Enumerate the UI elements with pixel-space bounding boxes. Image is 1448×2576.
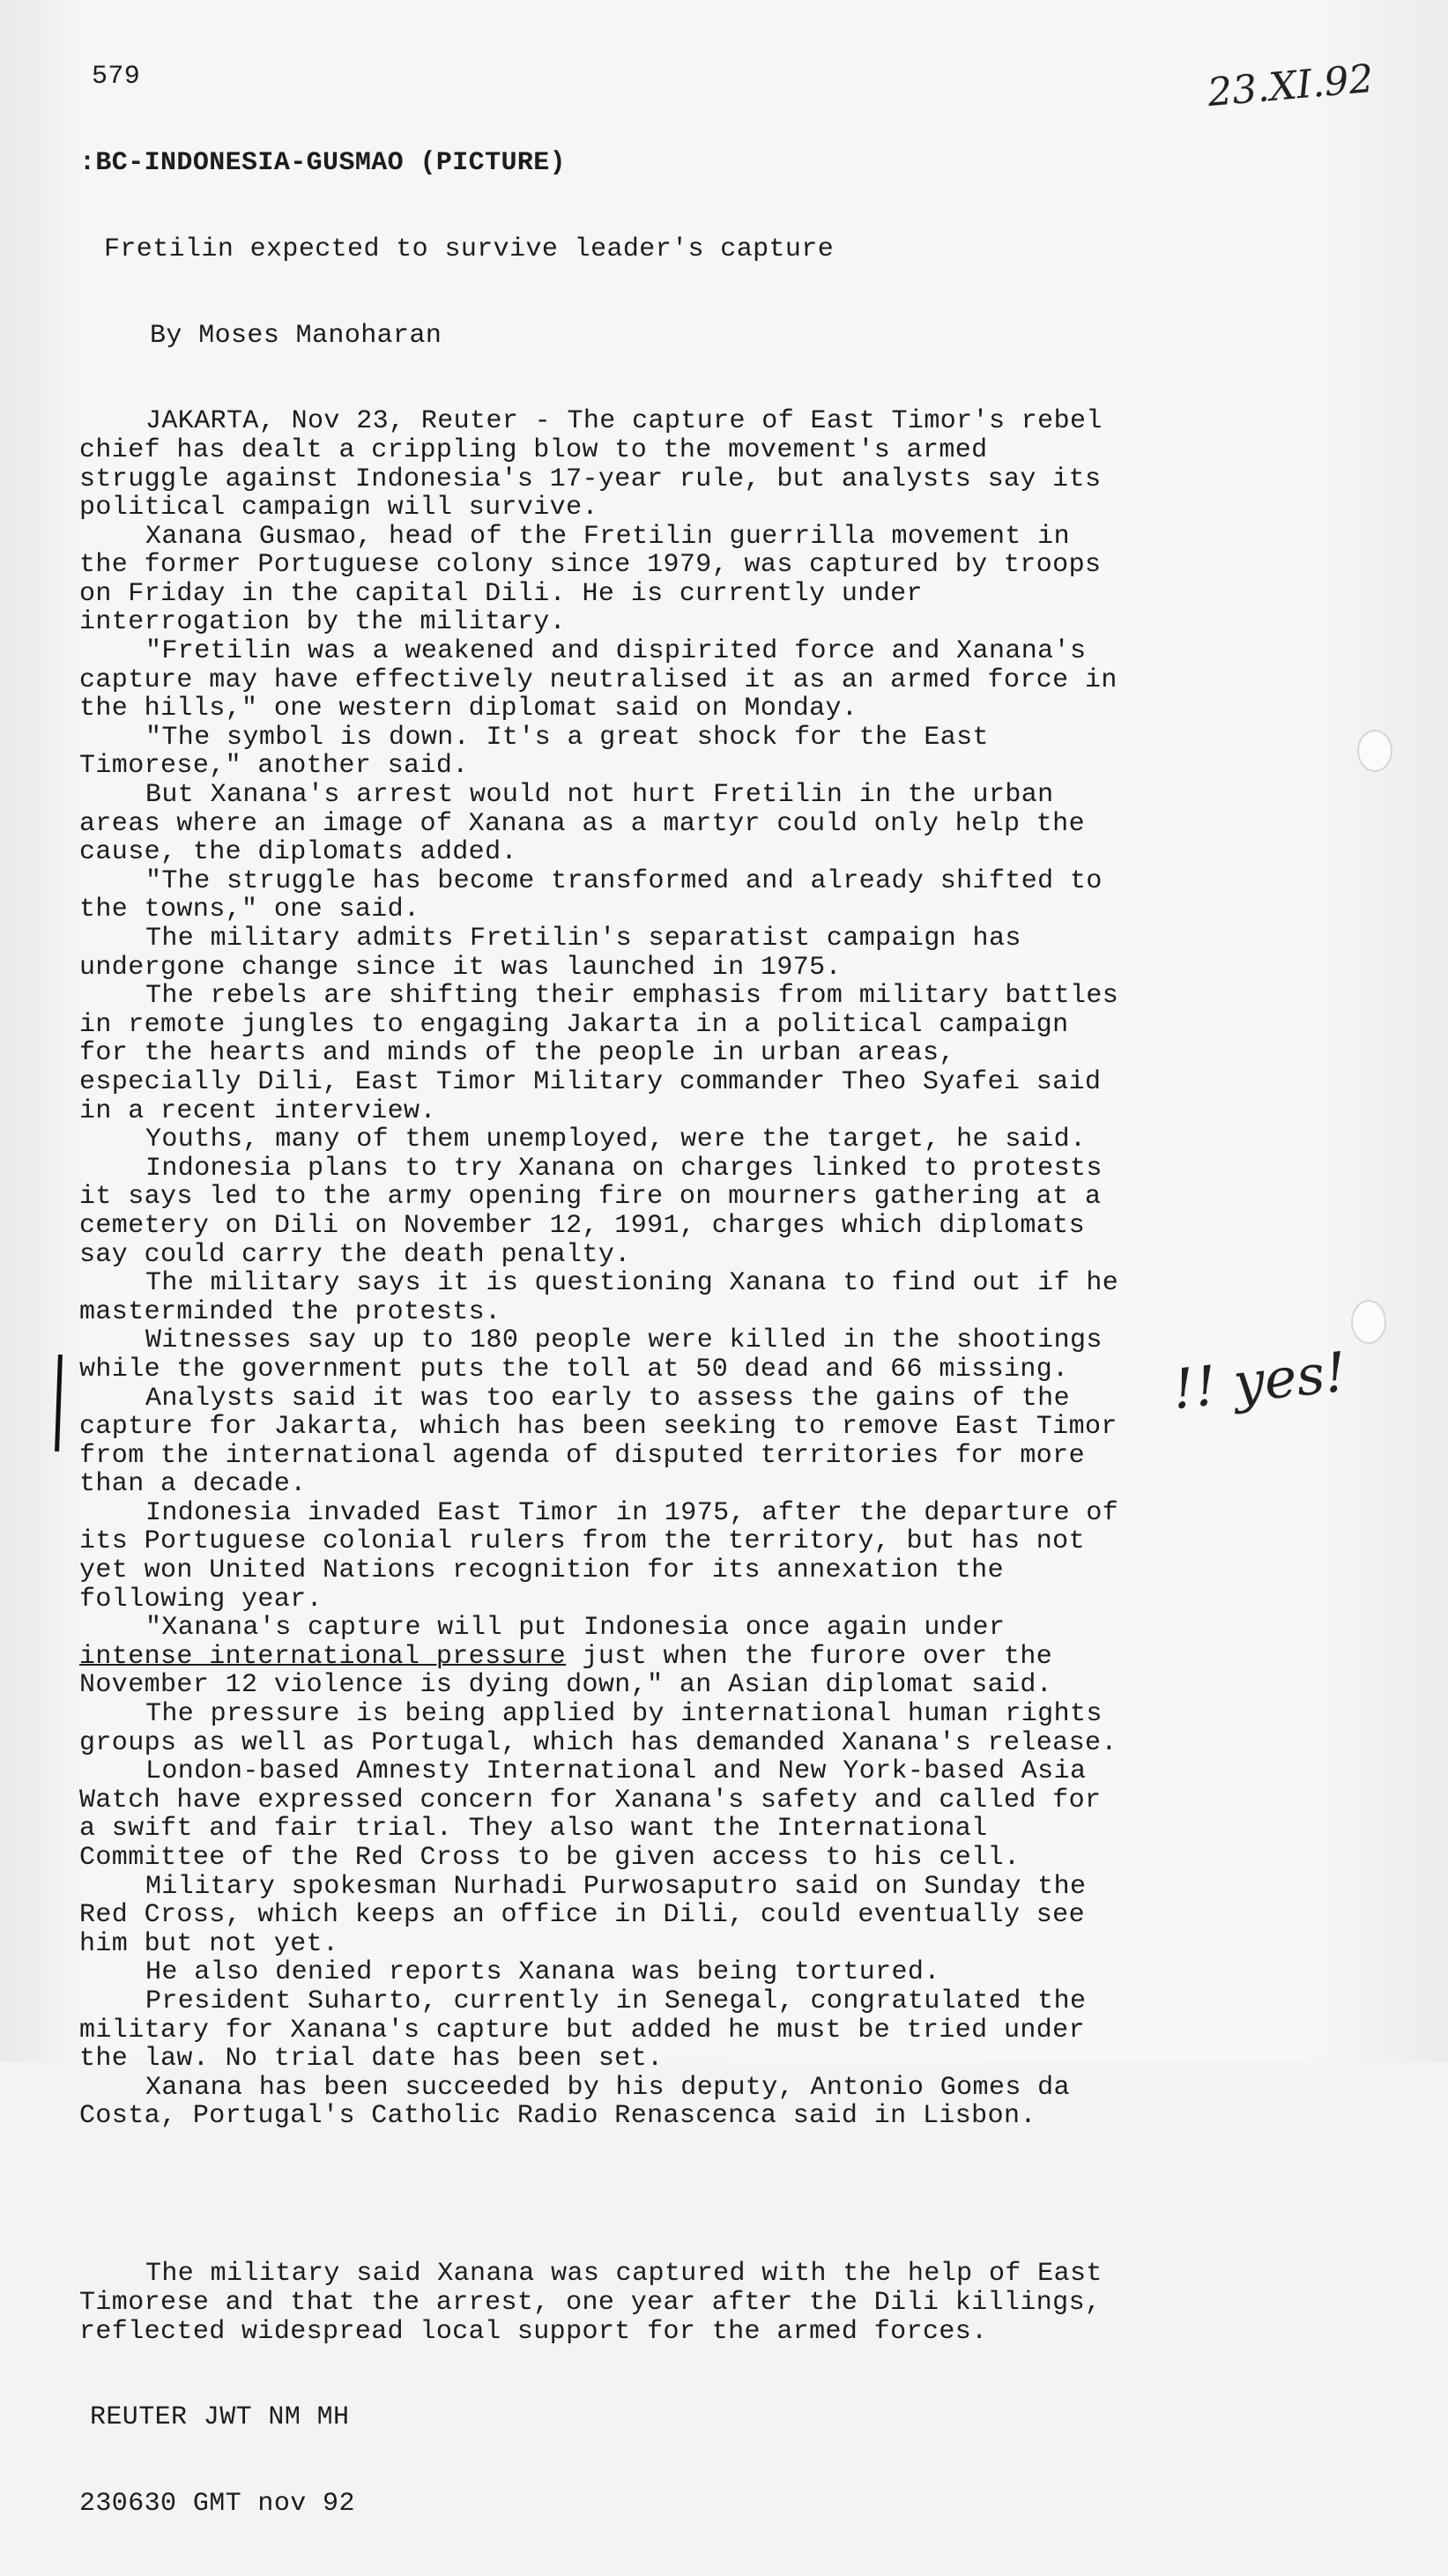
text-line: the hills," one western diplomat said on Monday. [79,694,858,724]
text-line: Watch have expressed concern for Xanana's safety and called for [79,1785,1102,1815]
text-line: in a recent interview. [79,1095,436,1126]
agency-line: REUTER JWT NM MH [90,2402,350,2433]
text-line: Indonesia plans to try Xanana on charges linked to protests [145,1153,1103,1184]
text-line: its Portuguese colonial rulers from the territory, but has not [79,1526,1085,1557]
text-line: a swift and fair trial. They also want the International [79,1814,988,1845]
handwritten-date: 23.XI.92 [1206,56,1376,116]
text-line: Youths, many of them unemployed, were the target, he said. [145,1125,1087,1155]
text-line: The rebels are shifting their emphasis from military battles [145,981,1119,1012]
slug-line: :BC-INDONESIA-GUSMAO (PICTURE) [79,147,567,178]
text-line: from the international agenda of disputed territories for more [79,1440,1085,1471]
text-line: Costa, Portugal's Catholic Radio Renascenca said in Lisbon. [79,2101,1036,2132]
text-line: the former Portuguese colony since 1979, was captured by troops [79,550,1102,581]
handwritten-margin-note: !! yes! [1169,1339,1350,1422]
text-line: while the government puts the toll at 50 dead and 66 missing. [79,1354,1069,1385]
text-line: in remote jungles to engaging Jakarta in a political campaign [79,1009,1069,1040]
text-line-rest: just when the furore over the [566,1641,1053,1672]
text-line: on Friday in the capital Dili. He is currently under [79,578,923,609]
text-line: groups as well as Portugal, which has demanded Xanana's release. [79,1727,1118,1758]
text-line: "Fretilin was a weakened and dispirited force and Xanana's [145,636,1087,667]
text-line: areas where an image of Xanana as a martyr could only help the [79,808,1085,839]
text-line: "The symbol is down. It's a great shock for the East [145,722,989,753]
text-line: But Xanana's arrest would not hurt Fretilin in the urban [145,780,1054,811]
text-line: the law. No trial date has been set. [79,2044,664,2075]
text-line: The pressure is being applied by international human rights [145,1699,1103,1730]
punch-hole-bottom [1351,1300,1386,1344]
text-line: Military spokesman Nurhadi Purwosaputro said on Sunday the [145,1871,1087,1902]
text-line: say could carry the death penalty. [79,1239,631,1270]
text-line: capture may have effectively neutralised it as an armed force in [79,664,1118,695]
text-line: masterminded the protests. [79,1296,501,1327]
text-line: the towns," one said. [79,895,420,925]
text-line: especially Dili, East Timor Military commander Theo Syafei said [79,1066,1102,1097]
text-line: military for Xanana's capture but added he must be tried under [79,2015,1085,2045]
text-line: November 12 violence is dying down," an Asian diplomat said. [79,1670,1053,1701]
text-line: Committee of the Red Cross to be given access to his cell. [79,1843,1021,1873]
text-line: following year. [79,1584,323,1615]
text-line: than a decade. [79,1469,307,1500]
text-line: Red Cross, which keeps an office in Dili, could eventually see [79,1900,1085,1931]
article-closing [79,2260,1163,2346]
text-line: "The struggle has become transformed and already shifted to [145,865,1103,896]
text-line: President Suharto, currently in Senegal, congratulated the [145,1986,1087,2016]
text-line: Timorese," another said. [79,751,469,782]
text-line: interrogation by the military. [79,607,567,638]
headline: Fretilin expected to survive leader's capture [104,234,835,264]
text-line: undergone change since it was launched in 1975. [79,952,842,983]
text-line: Witnesses say up to 180 people were killed in the shootings [145,1325,1103,1356]
text-line: He also denied reports Xanana was being tortured. [145,1957,940,1988]
text-line: London-based Amnesty International and New York-based Asia [145,1756,1087,1787]
text-line: Analysts said it was too early to assess the gains of the [145,1383,1070,1414]
text-line: capture for Jakarta, which has been seeking to remove East Timor [79,1412,1118,1443]
text-line: for the hearts and minds of the people in urban areas, [79,1038,955,1069]
article-body [79,407,1163,2131]
text-line: cemetery on Dili on November 12, 1991, charges which diplomats [79,1210,1085,1241]
text-line: him but not yet. [79,1928,339,1959]
article-text [79,5,1163,2576]
text-line: Indonesia invaded East Timor in 1975, after the departure of [145,1497,1119,1528]
byline: By Moses Manoharan [150,320,442,351]
text-line: "Xanana's capture will put Indonesia once again under [145,1613,1006,1644]
text-line: struggle against Indonesia's 17-year rule, but analysts say its [79,464,1102,494]
text-line: it says led to the army opening fire on mourners gathering at a [79,1182,1102,1213]
text-line: Xanana Gusmao, head of the Fretilin guerrilla movement in [145,521,1070,552]
text-line [79,1643,1163,1672]
text-line: cause, the diplomats added. [79,837,517,868]
text-line: political campaign will survive. [79,493,598,523]
text-line: Xanana has been succeeded by his deputy, Antonio Gomes da [145,2072,1070,2103]
text-line: Timorese and that the arrest, one year after the Dili killings, [79,2287,1102,2318]
margin-mark [55,1355,63,1451]
text-line: The military said Xanana was captured with the help of East [145,2259,1103,2290]
punch-hole-top [1357,730,1392,772]
text-line: reflected widespread local support for the armed forces. [79,2316,988,2347]
text-line: chief has dealt a crippling blow to the movement's armed [79,434,988,465]
text-line: The military says it is questioning Xanana to find out if he [145,1268,1119,1299]
timestamp: 230630 GMT nov 92 [79,2489,355,2520]
page-number: 579 [92,62,141,93]
text-line: yet won United Nations recognition for its annexation the [79,1555,1004,1586]
underlined-phrase: intense international pressure [79,1641,567,1672]
text-line: The military admits Fretilin's separatist campaign has [145,924,1021,954]
text-line: JAKARTA, Nov 23, Reuter - The capture of East Timor's rebel [145,406,1103,437]
